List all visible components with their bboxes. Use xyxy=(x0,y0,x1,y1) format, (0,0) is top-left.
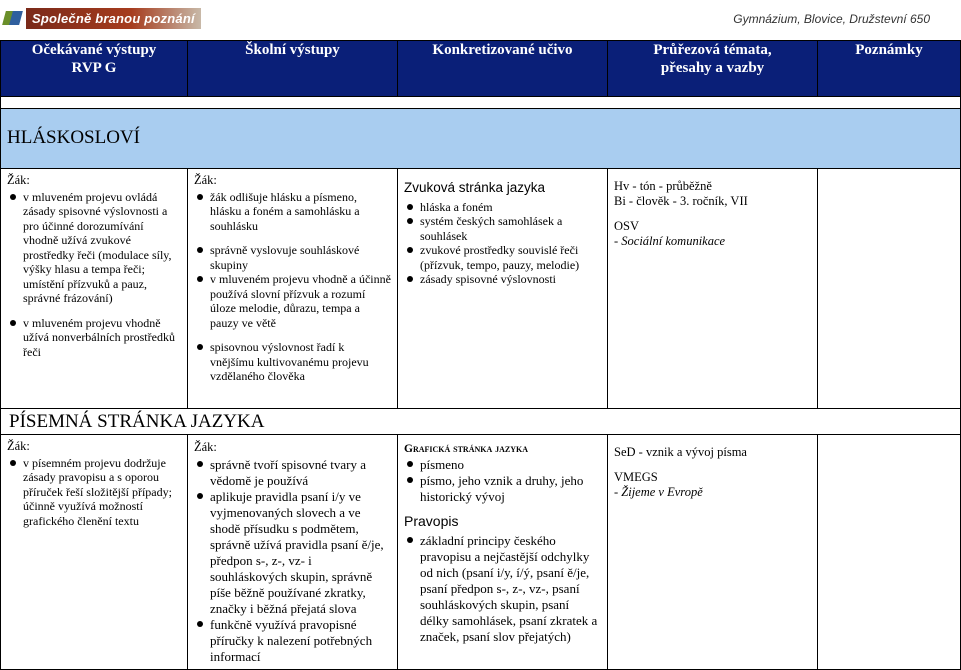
curriculum-cell xyxy=(398,169,608,409)
curriculum-heading: Zvuková stránka jazyka xyxy=(404,180,546,195)
cross-topic-item: - Sociální komunikace xyxy=(614,234,726,248)
curriculum-table xyxy=(0,40,961,670)
cross-topic-item: - Žijeme v Evropě xyxy=(614,485,703,499)
list-item: spisovnou výslovnost řadí k vnějšímu kultivovanému projevu vzdělaného člověka xyxy=(194,340,391,384)
cross-topic-abbr: VMEGS xyxy=(614,470,658,484)
pupil-label: Žák: xyxy=(7,439,30,453)
cross-topic-line: Bi - člověk - 3. ročník, VII xyxy=(614,194,748,208)
list-item: správně tvoří spisovné tvary a vědomě je používá xyxy=(194,457,391,489)
column-header-cross: Průřezová témata, přesahy a vazby xyxy=(608,41,818,97)
page-header xyxy=(0,0,960,40)
content-row-phonetics xyxy=(1,169,961,409)
cross-topic-line: SeD - vznik a vývoj písma xyxy=(614,445,747,459)
spacer-row xyxy=(1,97,961,109)
list-item: v mluveném projevu vhodně užívá nonverbálních prostředků řeči xyxy=(7,316,181,360)
list-item: aplikuje pravidla psaní i/y ve vyjmenovaných slovech a ve shodě přísudku s podmětem, správně užívá pravidla psaní ě/je, předpon s-, z-, vz- i souhláskových skupin, správně píše běžně používané zkratky, značky i běžná přejatá slova xyxy=(194,489,391,617)
list-item: hláska a foném xyxy=(404,200,601,215)
curriculum-heading: Pravopis xyxy=(404,513,459,529)
list-item: základní principy českého pravopisu a nejčastější odchylky od nich (psaní i/y, í/ý, psaní ě/je, psaní předpon s-, z-, vz-, psaní souhláskových skupin, psaní délky samohlásek, psaní zkratek a značek, psaní slov přejatých) xyxy=(404,533,601,645)
logo xyxy=(4,4,214,32)
logo-text: Společně branou poznání xyxy=(26,8,201,29)
pupil-label: Žák: xyxy=(7,173,30,187)
list-item: písmo, jeho vznik a druhy, jeho historický vývoj xyxy=(404,473,601,505)
notes-cell xyxy=(818,435,961,670)
logo-icon xyxy=(4,9,22,27)
list-item: systém českých samohlásek a souhlásek xyxy=(404,214,601,243)
column-header-notes: Poznámky xyxy=(818,41,961,97)
curriculum-cell xyxy=(398,435,608,670)
school-outputs-cell xyxy=(188,169,398,409)
cross-topic-abbr: OSV xyxy=(614,219,640,233)
list-item: v mluveném projevu vhodně a účinně používá slovní přízvuk a rozumí úloze melodie, důrazu, tempa a pauzy ve větě xyxy=(194,272,391,330)
pupil-label: Žák: xyxy=(194,173,217,187)
section-row-phonetics xyxy=(1,109,961,169)
column-header-school: Školní výstupy xyxy=(188,41,398,97)
rvp-cell xyxy=(1,435,188,670)
list-item: zvukové prostředky souvislé řeči (přízvuk, tempo, pauzy, melodie) xyxy=(404,243,601,272)
cross-topics-cell xyxy=(608,169,818,409)
list-item: písmeno xyxy=(404,457,601,473)
list-item: v mluveném projevu ovládá zásady spisovné výslovnosti a pro účinné dorozumívání vhodně užívá zvukové prostředky řeči (modulace síly, výšky hlasu a tempa řeči; umístění přízvuků a pauz, správné frázování) xyxy=(7,190,181,306)
content-row-writing xyxy=(1,435,961,670)
school-name: Gymnázium, Blovice, Družstevní 650 xyxy=(733,12,930,26)
column-header-curriculum: Konkretizované učivo xyxy=(398,41,608,97)
section-title: PÍSEMNÁ STRÁNKA JAZYKA xyxy=(1,409,961,435)
list-item: funkčně využívá pravopisné příručky k nalezení potřebných informací xyxy=(194,617,391,665)
column-header-row xyxy=(1,41,961,97)
cross-topics-cell xyxy=(608,435,818,670)
notes-cell xyxy=(818,169,961,409)
school-outputs-cell xyxy=(188,435,398,670)
pupil-label: Žák: xyxy=(194,440,217,454)
rvp-cell xyxy=(1,169,188,409)
curriculum-heading: Grafická stránka jazyka xyxy=(404,443,529,455)
cross-topic-line: Hv - tón - průběžně xyxy=(614,179,712,193)
list-item: správně vyslovuje souhláskové skupiny xyxy=(194,243,391,272)
list-item: v písemném projevu dodržuje zásady pravopisu a s oporou příruček řeší složitější případy; účinně využívá možností grafického členění textu xyxy=(7,456,181,529)
list-item: zásady spisovné výslovnosti xyxy=(404,272,601,287)
section-title: HLÁSKOSLOVÍ xyxy=(1,109,961,169)
section-row-writing xyxy=(1,409,961,435)
column-header-rvp: Očekávané výstupy RVP G xyxy=(1,41,188,97)
list-item: žák odlišuje hlásku a písmeno, hlásku a foném a samohlásku a souhlásku xyxy=(194,190,391,234)
